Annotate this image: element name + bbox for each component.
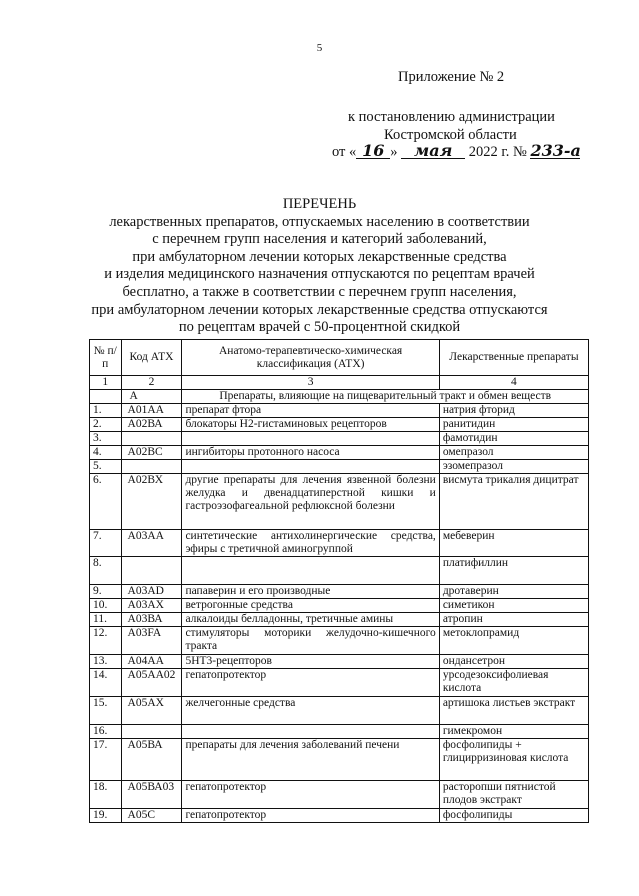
drug-name: расторопши пятнистой плодов экстракт: [439, 781, 588, 809]
atx-classification: ветрогонные средства: [182, 599, 439, 613]
atx-code: [121, 557, 182, 585]
row-number: 12.: [90, 627, 122, 655]
section-title: Препараты, влияющие на пищеварительный тракт и обмен веществ: [182, 390, 589, 404]
drug-name: ондансетрон: [439, 655, 588, 669]
table-row: [90, 655, 589, 669]
col-number: 3: [182, 376, 439, 390]
col-number: 2: [121, 376, 182, 390]
drug-name: висмута трикалия дицитрат: [439, 474, 588, 530]
drug-name: дротаверин: [439, 585, 588, 599]
atx-code: А03АХ: [121, 599, 182, 613]
table-row: [90, 725, 589, 739]
section-row: [90, 390, 589, 404]
atx-code: [121, 432, 182, 446]
atx-classification: 5НТ3-рецепторов: [182, 655, 439, 669]
table-row: [90, 809, 589, 823]
row-number: 18.: [90, 781, 122, 809]
row-number: 9.: [90, 585, 122, 599]
table-row: [90, 460, 589, 474]
atx-classification: стимуляторы моторики желудочно-кишечного тракта: [182, 627, 439, 655]
drug-list-table: [89, 339, 589, 823]
date-month-handwritten: мая: [401, 143, 465, 159]
atx-classification: гепатопротектор: [182, 781, 439, 809]
row-number: 6.: [90, 474, 122, 530]
atx-classification: ингибиторы протонного насоса: [182, 446, 439, 460]
atx-code: А05АА02: [121, 669, 182, 697]
header-drugs: Лекарственные препараты: [439, 340, 588, 376]
table-row: [90, 418, 589, 432]
title-line: при амбулаторном лечении которых лекарственные средства: [132, 248, 507, 265]
header-num: № п/п: [90, 340, 122, 376]
atx-code: А03АА: [121, 530, 182, 557]
col-number: 1: [90, 376, 122, 390]
atx-classification: [182, 460, 439, 474]
drug-name: ранитидин: [439, 418, 588, 432]
atx-code: А01АА: [121, 404, 182, 418]
atx-classification: [182, 432, 439, 446]
row-number: 16.: [90, 725, 122, 739]
date-prefix: от «: [332, 144, 357, 160]
row-number: 15.: [90, 697, 122, 725]
section-code: А: [121, 390, 182, 404]
row-number: 19.: [90, 809, 122, 823]
atx-code: А02ВХ: [121, 474, 182, 530]
appendix-region-line: Костромской области: [384, 127, 517, 143]
table-row: [90, 432, 589, 446]
appendix-reference-line: к постановлению администрации: [348, 109, 555, 125]
table-row: [90, 557, 589, 585]
title-line: по рецептам врачей с 50-процентной скидкой: [178, 319, 461, 336]
row-number: 1.: [90, 404, 122, 418]
title-line: лекарственных препаратов, отпускаемых населению в соответствии: [109, 213, 530, 230]
atx-classification: препараты для лечения заболеваний печени: [182, 739, 439, 781]
table-header-row: [90, 340, 589, 376]
drug-name: гимекромон: [439, 725, 588, 739]
date-day-handwritten: 16: [356, 143, 390, 159]
drug-name: омепразол: [439, 446, 588, 460]
row-number: 7.: [90, 530, 122, 557]
drug-name: атропин: [439, 613, 588, 627]
col-number: 4: [439, 376, 588, 390]
row-number: 11.: [90, 613, 122, 627]
header-atx-code: Код АТХ: [121, 340, 182, 376]
drug-name: метоклопрамид: [439, 627, 588, 655]
drug-name: урсодезоксифолиевая кислота: [439, 669, 588, 697]
table-row: [90, 697, 589, 725]
row-number: 14.: [90, 669, 122, 697]
atx-code: A03FA: [121, 627, 182, 655]
atx-classification: препарат фтора: [182, 404, 439, 418]
atx-code: А02ВС: [121, 446, 182, 460]
atx-classification: гепатопротектор: [182, 669, 439, 697]
table-row: [90, 585, 589, 599]
row-number: 4.: [90, 446, 122, 460]
atx-classification: гепатопротектор: [182, 809, 439, 823]
title-line: с перечнем групп населения и категорий заболеваний,: [152, 231, 487, 248]
header-atx-classification: Анатомо-терапевтическо-химическая классификация (АТХ): [182, 340, 439, 376]
table-row: [90, 530, 589, 557]
title-line: при амбулаторном лечении которых лекарственные средства отпускаются: [91, 301, 548, 318]
atx-classification: алкалоиды белладонны, третичные амины: [182, 613, 439, 627]
drug-name: платифиллин: [439, 557, 588, 585]
atx-classification: синтетические антихолинергические средства, эфиры с третичной аминогруппой: [182, 530, 439, 557]
document-title-block: [0, 196, 639, 337]
drug-name: фосфолипиды + глицирризиновая кислота: [439, 739, 588, 781]
atx-classification: [182, 725, 439, 739]
atx-code: [121, 725, 182, 739]
atx-classification: папаверин и его производные: [182, 585, 439, 599]
table-row: [90, 446, 589, 460]
document-number-handwritten: 233-а: [530, 141, 581, 160]
date-mid: »: [390, 144, 398, 160]
drug-name: симетикон: [439, 599, 588, 613]
title-line: и изделия медицинского назначения отпускаются по рецептам врачей: [104, 266, 535, 283]
table-row: [90, 669, 589, 697]
page-number: 5: [316, 42, 323, 54]
atx-code: А03ВА: [121, 613, 182, 627]
column-number-row: [90, 376, 589, 390]
drug-name: фосфолипиды: [439, 809, 588, 823]
title-line: бесплатно, а также в соответствии с перечнем групп населения,: [122, 283, 517, 300]
row-number: 5.: [90, 460, 122, 474]
atx-classification: желчегонные средства: [182, 697, 439, 725]
atx-classification: блокаторы Н2-гистаминовых рецепторов: [182, 418, 439, 432]
table-row: [90, 404, 589, 418]
table-row: [90, 781, 589, 809]
atx-classification: другие препараты для лечения язвенной болезни желудка и двенадцатиперстной кишки и гастроэзофагеальной рефлюксной болезни: [182, 474, 439, 530]
table-row: [90, 613, 589, 627]
appendix-date-line: [332, 143, 580, 161]
row-number: 17.: [90, 739, 122, 781]
table-row: [90, 739, 589, 781]
row-number: 2.: [90, 418, 122, 432]
date-year: 2022 г. №: [468, 144, 527, 160]
table-row: [90, 599, 589, 613]
atx-code: [121, 460, 182, 474]
row-number: 8.: [90, 557, 122, 585]
atx-classification: [182, 557, 439, 585]
drug-name: артишока листьев экстракт: [439, 697, 588, 725]
row-number: 13.: [90, 655, 122, 669]
atx-code: А05ВА: [121, 739, 182, 781]
drug-name: мебеверин: [439, 530, 588, 557]
atx-code: А05ВА03: [121, 781, 182, 809]
atx-code: А05АХ: [121, 697, 182, 725]
row-number: 3.: [90, 432, 122, 446]
atx-code: А05С: [121, 809, 182, 823]
table-row: [90, 627, 589, 655]
row-number: 10.: [90, 599, 122, 613]
section-num-cell: [90, 390, 122, 404]
drug-name: эзомепразол: [439, 460, 588, 474]
appendix-title: Приложение № 2: [398, 69, 505, 85]
document-heading: ПЕРЕЧЕНЬ: [282, 196, 357, 212]
drug-name: натрия фторид: [439, 404, 588, 418]
atx-code: А02ВА: [121, 418, 182, 432]
atx-code: А03AD: [121, 585, 182, 599]
atx-code: А04АА: [121, 655, 182, 669]
drug-name: фамотидин: [439, 432, 588, 446]
table-row: [90, 474, 589, 530]
